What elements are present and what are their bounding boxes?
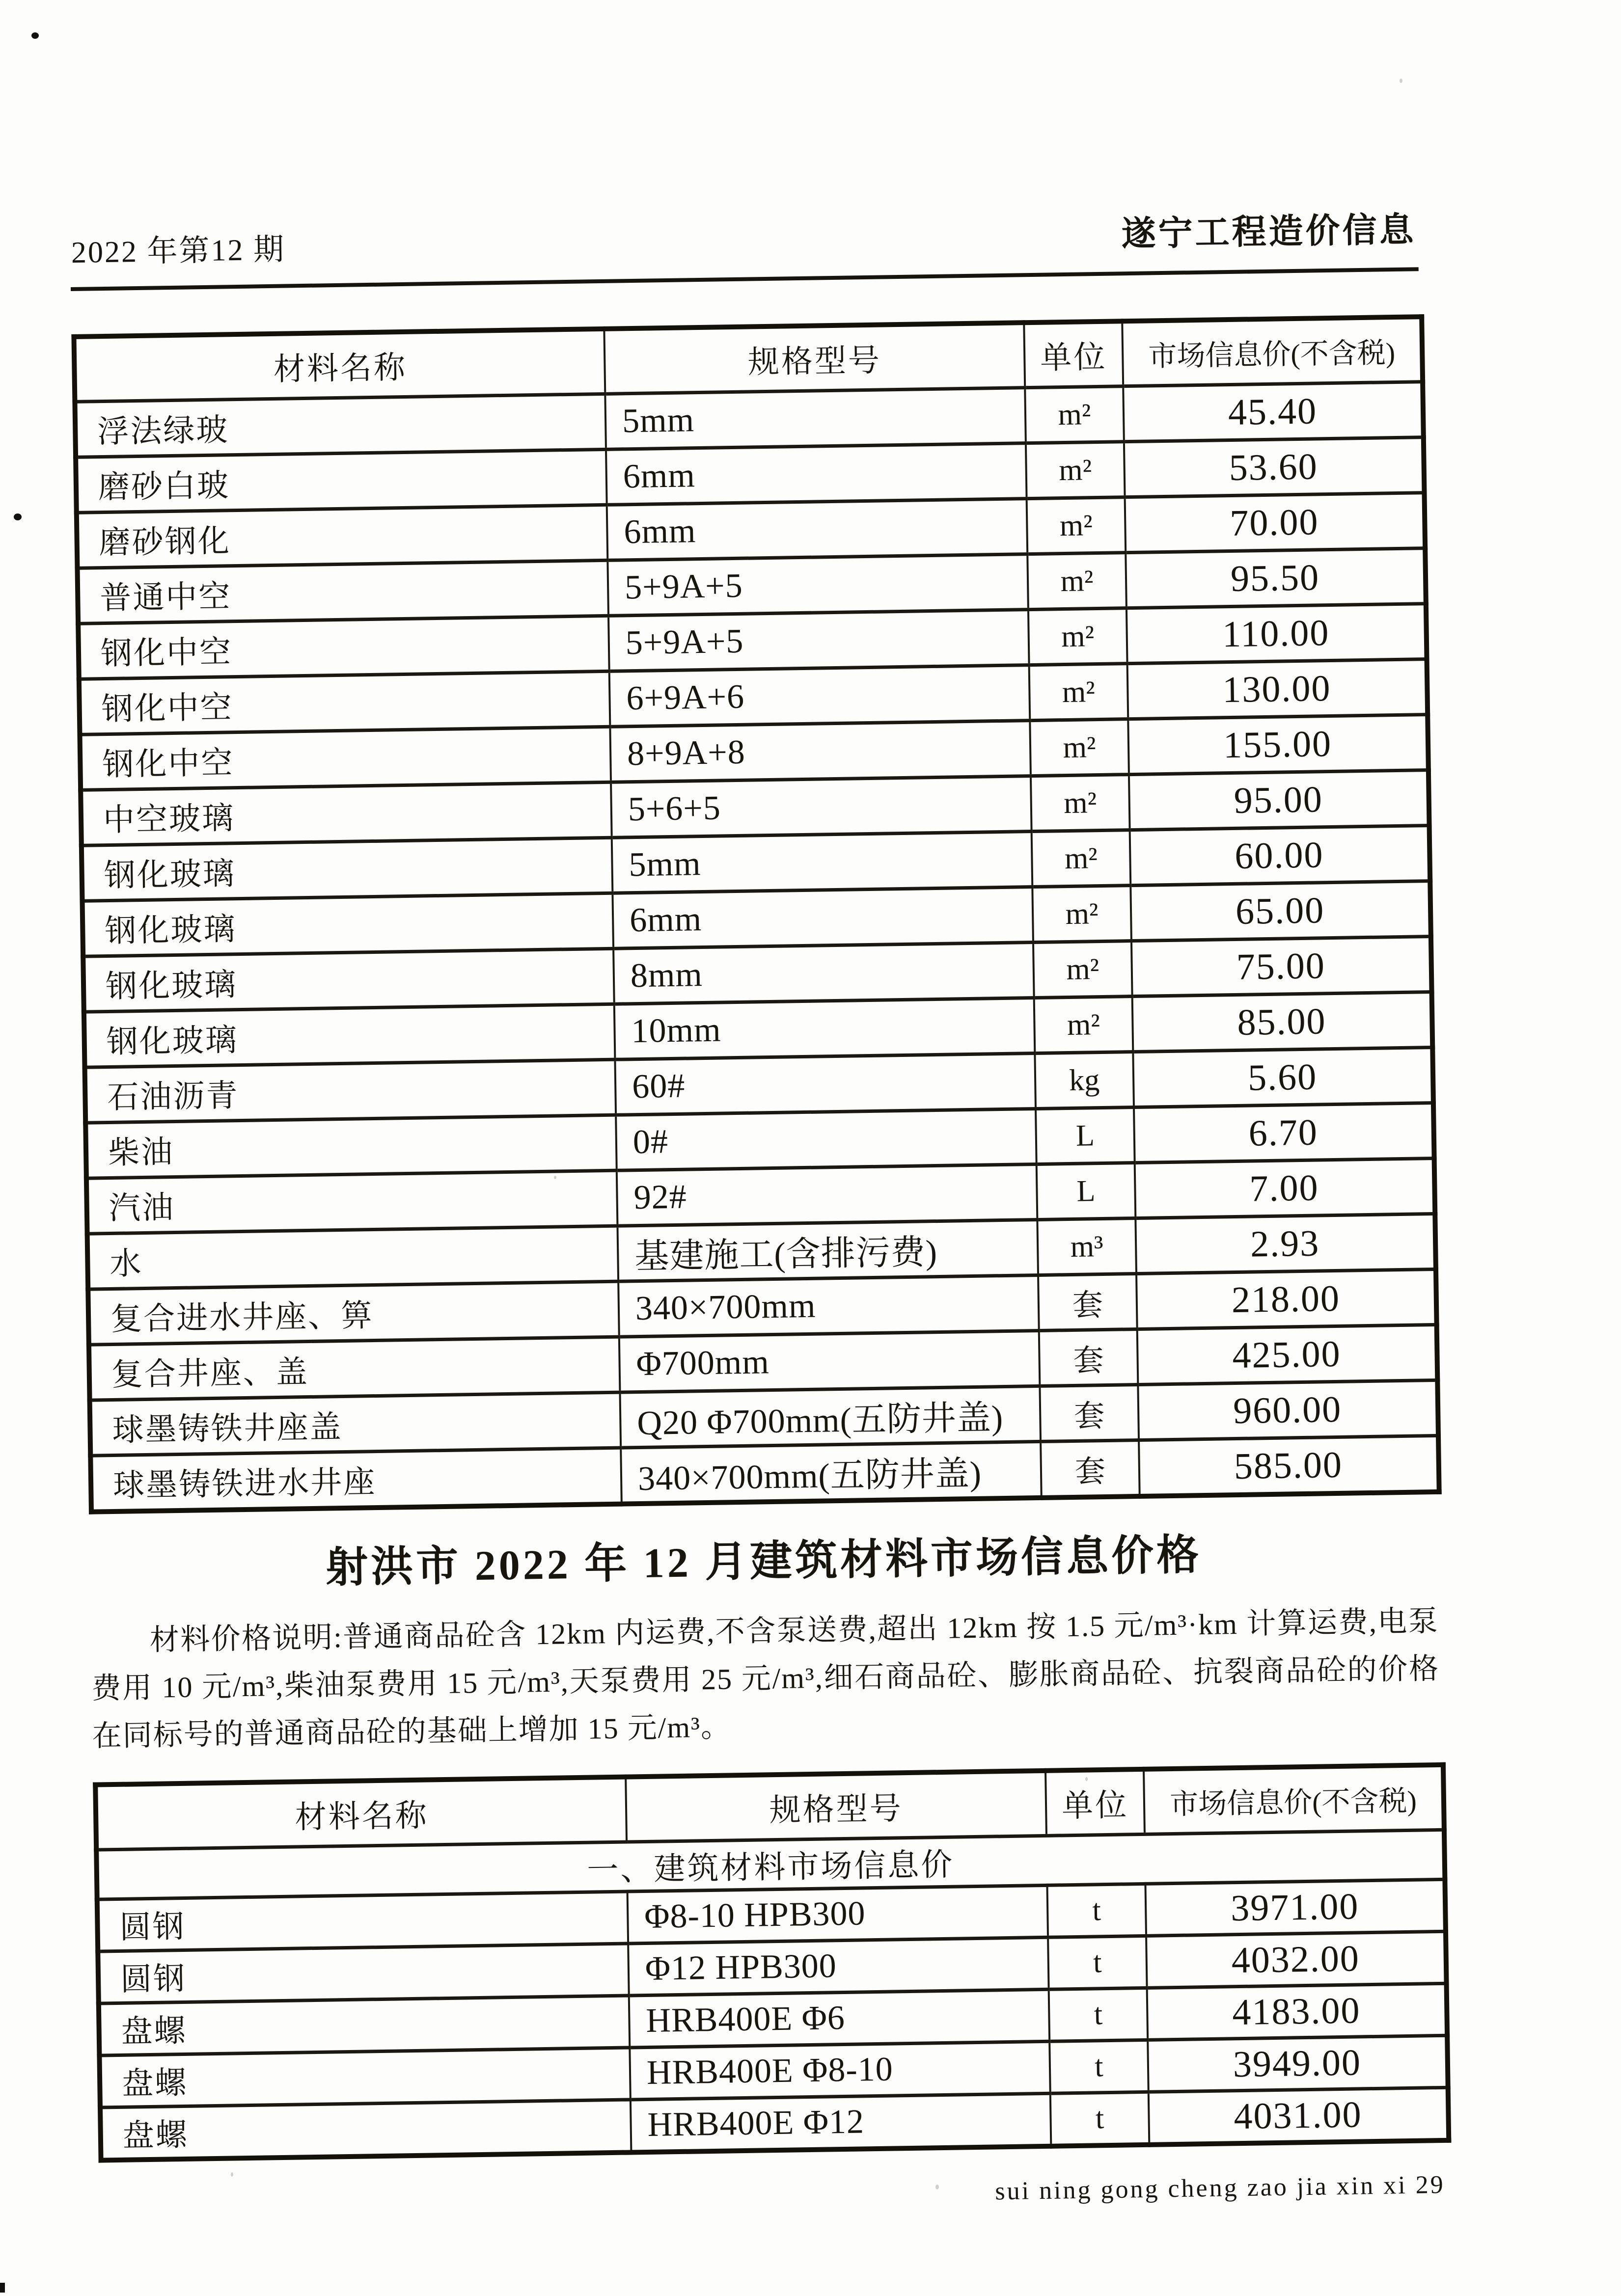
col-header-material-name: 材料名称 <box>74 329 605 402</box>
unit-cell: m² <box>1026 442 1125 499</box>
unit-cell: m² <box>1029 664 1128 721</box>
unit-cell: m² <box>1032 830 1131 887</box>
unit-cell: t <box>1050 2092 1150 2146</box>
scan-speck <box>0 2283 5 2293</box>
spec-cell: 5mm <box>605 388 1026 450</box>
unit-cell: L <box>1037 1163 1136 1220</box>
spec-cell: 5+9A+5 <box>607 554 1028 616</box>
price-cell: 4031.00 <box>1149 2087 1449 2145</box>
unit-cell: m² <box>1028 608 1127 665</box>
unit-cell: 套 <box>1038 1274 1137 1331</box>
scan-speck <box>1085 1777 1088 1781</box>
spec-cell: 5+9A+5 <box>608 610 1029 672</box>
material-name-cell: 磨砂白玻 <box>76 449 607 513</box>
unit-cell: t <box>1048 1936 1147 1989</box>
unit-cell: m³ <box>1037 1218 1136 1275</box>
material-name-cell: 水 <box>87 1226 619 1289</box>
price-cell: 53.60 <box>1124 437 1425 497</box>
spec-cell: 8+9A+8 <box>610 721 1031 783</box>
unit-cell: m² <box>1034 997 1133 1053</box>
spec-cell: Φ700mm <box>619 1330 1040 1392</box>
material-name-cell: 石油沥青 <box>85 1059 616 1123</box>
spec-cell: Φ12 HPB300 <box>628 1937 1048 1996</box>
col-header-unit: 单位 <box>1045 1769 1145 1835</box>
price-cell: 425.00 <box>1137 1324 1438 1384</box>
material-name-cell: 盘螺 <box>100 2100 631 2161</box>
scan-speck <box>935 2185 939 2189</box>
material-price-table-2 <box>93 1762 1451 2162</box>
masthead <box>70 202 1418 274</box>
unit-cell: t <box>1049 2040 1149 2093</box>
col-header-price: 市场信息价(不含税) <box>1122 317 1423 386</box>
price-note-paragraph: 材料价格说明:普通商品砼含 12km 内运费,不含泵送费,超出 12km 按 1.5 元/m³·km 计算运费,电泵费用 10 元/m³,柴油泵费用 15 元/m³,天泵费用 25 元/m³,细石商品砼、膨胀商品砼、抗裂商品砼的价格在同标号的普通商品砼的基础上增加 15 元/m³。 <box>91 1604 1440 1753</box>
material-name-cell: 普通中空 <box>77 560 608 623</box>
price-cell: 3949.00 <box>1148 2035 1448 2092</box>
price-cell: 45.40 <box>1123 382 1424 442</box>
unit-cell: 套 <box>1041 1440 1140 1497</box>
spec-cell: HRB400E Φ6 <box>629 1989 1049 2048</box>
unit-cell: m² <box>1025 386 1124 443</box>
material-name-cell: 盘螺 <box>99 1996 630 2055</box>
price-cell: 3971.00 <box>1145 1879 1446 1936</box>
spec-cell: HRB400E Φ12 <box>631 2093 1051 2152</box>
col-header-unit: 单位 <box>1024 321 1123 387</box>
material-name-cell: 盘螺 <box>99 2048 630 2107</box>
material-name-cell: 钢化中空 <box>80 727 611 790</box>
material-name-cell: 钢化玻璃 <box>82 837 613 901</box>
price-cell: 95.00 <box>1129 770 1429 830</box>
price-cell: 75.00 <box>1131 937 1432 997</box>
spec-cell: 6mm <box>607 499 1028 561</box>
issue-label: 2022 年第12 期 <box>71 233 286 270</box>
col-header-spec: 规格型号 <box>604 323 1025 394</box>
spec-cell: 60# <box>615 1053 1036 1115</box>
spec-cell: 6+9A+6 <box>609 665 1030 727</box>
col-header-price: 市场信息价(不含税) <box>1144 1764 1444 1834</box>
price-cell: 960.00 <box>1138 1380 1438 1440</box>
material-name-cell: 柴油 <box>85 1115 617 1178</box>
material-name-cell: 汽油 <box>86 1170 618 1234</box>
price-cell: 4183.00 <box>1147 1983 1448 2040</box>
spec-cell: 10mm <box>614 998 1035 1060</box>
price-cell: 130.00 <box>1127 659 1428 719</box>
price-cell: 110.00 <box>1126 604 1427 664</box>
material-name-cell: 钢化中空 <box>79 671 610 734</box>
material-name-cell: 球墨铸铁井座盖 <box>90 1392 621 1456</box>
price-cell: 60.00 <box>1130 826 1430 886</box>
unit-cell: 套 <box>1039 1329 1138 1386</box>
material-name-cell: 磨砂钢化 <box>77 505 608 568</box>
unit-cell: t <box>1047 1884 1146 1937</box>
price-cell: 4032.00 <box>1146 1931 1447 1988</box>
unit-cell: 套 <box>1040 1384 1139 1441</box>
unit-cell: m² <box>1030 719 1129 776</box>
material-name-cell: 球墨铸铁进水井座 <box>90 1448 622 1512</box>
price-cell: 2.93 <box>1135 1214 1436 1273</box>
scan-speck <box>554 1176 556 1179</box>
unit-cell: kg <box>1035 1052 1134 1109</box>
spec-cell: Q20 Φ700mm(五防井盖) <box>620 1386 1041 1448</box>
price-cell: 85.00 <box>1132 992 1433 1052</box>
spec-cell: 340×700mm <box>618 1275 1039 1337</box>
material-name-cell: 中空玻璃 <box>81 782 612 845</box>
scan-speck <box>31 32 39 39</box>
col-header-material-name: 材料名称 <box>95 1777 627 1850</box>
price-cell: 7.00 <box>1135 1158 1435 1218</box>
price-cell: 155.00 <box>1128 715 1429 775</box>
journal-title: 遂宁工程造价信息 <box>1121 211 1417 254</box>
section-heading: 射洪市 2022 年 12 月建筑材料市场信息价格 <box>325 1531 1202 1592</box>
material-name-cell: 浮法绿玻 <box>75 394 606 457</box>
unit-cell: m² <box>1027 497 1126 554</box>
unit-cell: m² <box>1031 775 1130 832</box>
unit-cell: m² <box>1032 886 1131 943</box>
spec-cell: 0# <box>616 1109 1037 1171</box>
material-name-cell: 钢化玻璃 <box>84 1004 615 1067</box>
material-name-cell: 复合井座、盖 <box>89 1337 620 1400</box>
scan-speck <box>1400 79 1402 83</box>
material-price-table-1 <box>71 314 1441 1514</box>
price-cell: 95.50 <box>1126 548 1426 608</box>
page-content <box>70 202 1447 2219</box>
price-cell: 585.00 <box>1139 1435 1439 1496</box>
price-cell: 70.00 <box>1125 493 1426 553</box>
material-name-cell: 圆钢 <box>97 1891 628 1951</box>
page-footer: sui ning gong cheng zao jia xin xi 29 <box>994 2170 1446 2206</box>
spec-cell: 5+6+5 <box>611 776 1032 838</box>
spec-cell: 5mm <box>612 832 1033 893</box>
spec-cell: 340×700mm(五防井盖) <box>621 1441 1042 1504</box>
spec-cell: 基建施工(含排污费) <box>617 1219 1038 1281</box>
unit-cell: m² <box>1027 553 1126 610</box>
price-cell: 218.00 <box>1136 1269 1437 1329</box>
unit-cell: t <box>1049 1988 1148 2041</box>
spec-cell: 6mm <box>606 443 1027 505</box>
section-row-label: 一、建筑材料市场信息价 <box>96 1830 1445 1899</box>
material-name-cell: 圆钢 <box>98 1944 629 2003</box>
spec-cell: 8mm <box>613 943 1034 1004</box>
col-header-spec: 规格型号 <box>626 1770 1046 1841</box>
material-name-cell: 钢化中空 <box>78 616 609 679</box>
scan-speck <box>14 513 22 520</box>
spec-cell: Φ8-10 HPB300 <box>628 1885 1048 1944</box>
scan-speck <box>231 2172 233 2177</box>
price-cell: 65.00 <box>1130 881 1431 941</box>
spec-cell: HRB400E Φ8-10 <box>630 2041 1050 2100</box>
spec-cell: 92# <box>617 1164 1038 1226</box>
unit-cell: L <box>1036 1107 1135 1164</box>
unit-cell: m² <box>1033 941 1132 998</box>
material-name-cell: 钢化玻璃 <box>83 948 614 1012</box>
material-name-cell: 复合进水井座、箅 <box>88 1281 619 1345</box>
price-cell: 6.70 <box>1134 1103 1434 1163</box>
spec-cell: 6mm <box>612 887 1033 949</box>
price-cell: 5.60 <box>1133 1048 1433 1107</box>
material-name-cell: 钢化玻璃 <box>82 893 614 956</box>
